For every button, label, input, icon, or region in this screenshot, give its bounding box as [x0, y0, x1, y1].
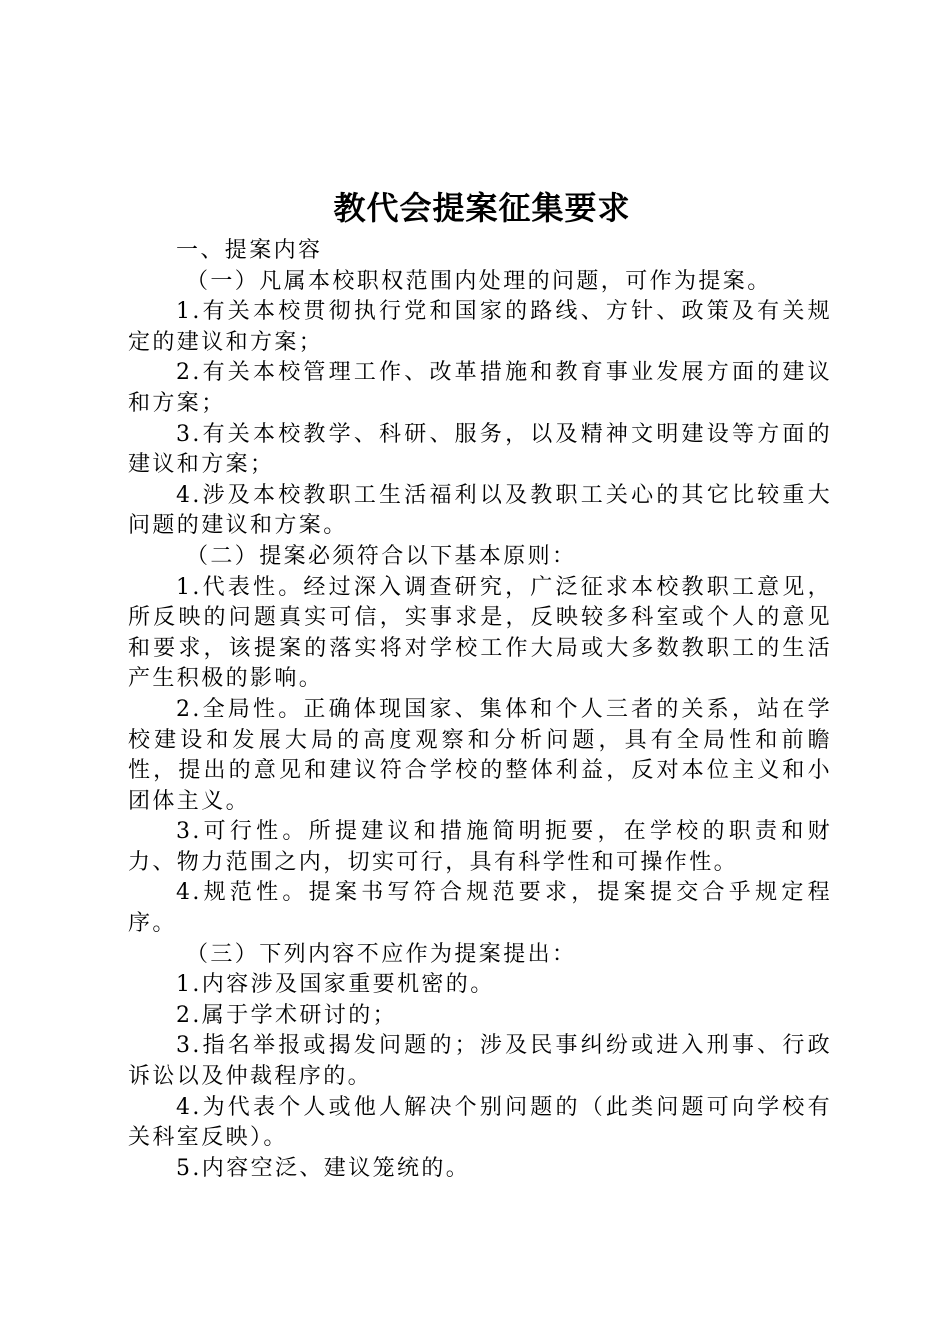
document-body [128, 236, 832, 1184]
subsection-heading-1: （一）凡属本校职权范围内处理的问题，可作为提案。 [186, 268, 772, 294]
list-item: 3.有关本校教学、科研、服务，以及精神文明建设等方面的建议和方案； [128, 421, 832, 478]
subsection-heading-2: （二）提案必须符合以下基本原则： [186, 543, 577, 569]
list-item: 2.全局性。正确体现国家、集体和个人三者的关系，站在学校建设和发展大局的高度观察和分析问题，具有全局性和前瞻性，提出的意见和建议符合学校的整体利益，反对本位主义和小团体主义。 [128, 696, 832, 814]
section-heading-proposal-content: 一、提案内容 [176, 238, 323, 263]
list-item: 1.代表性。经过深入调查研究，广泛征求本校教职工意见，所反映的问题真实可信，实事求是，反映较多科室或个人的意见和要求，该提案的落实将对学校工作大局或大多数教职工的生活产生积极的影响。 [128, 574, 832, 692]
document-page [128, 180, 832, 1184]
list-item: 2.属于学术研讨的； [176, 1002, 397, 1028]
list-item: 4.规范性。提案书写符合规范要求，提案提交合乎规定程序。 [128, 880, 832, 937]
list-item: 3.指名举报或揭发问题的；涉及民事纠纷或进入刑事、行政诉讼以及仲裁程序的。 [128, 1033, 832, 1090]
document-title: 教代会提案征集要求 [333, 189, 631, 227]
list-item: 2.有关本校管理工作、改革措施和教育事业发展方面的建议和方案； [128, 360, 832, 416]
list-item: 3.可行性。所提建议和措施简明扼要，在学校的职责和财力、物力范围之内，切实可行，具有科学性和可操作性。 [128, 819, 832, 875]
list-item: 4.为代表个人或他人解决个别问题的（此类问题可向学校有关科室反映）。 [128, 1094, 832, 1151]
subsection-heading-3: （三）下列内容不应作为提案提出： [186, 941, 577, 967]
list-item: 1.有关本校贯彻执行党和国家的路线、方针、政策及有关规定的建议和方案； [128, 299, 832, 355]
list-item: 4.涉及本校教职工生活福利以及教职工关心的其它比较重大问题的建议和方案。 [128, 482, 832, 539]
list-item: 5.内容空泛、建议笼统的。 [176, 1155, 471, 1181]
list-item: 1.内容涉及国家重要机密的。 [176, 972, 495, 998]
